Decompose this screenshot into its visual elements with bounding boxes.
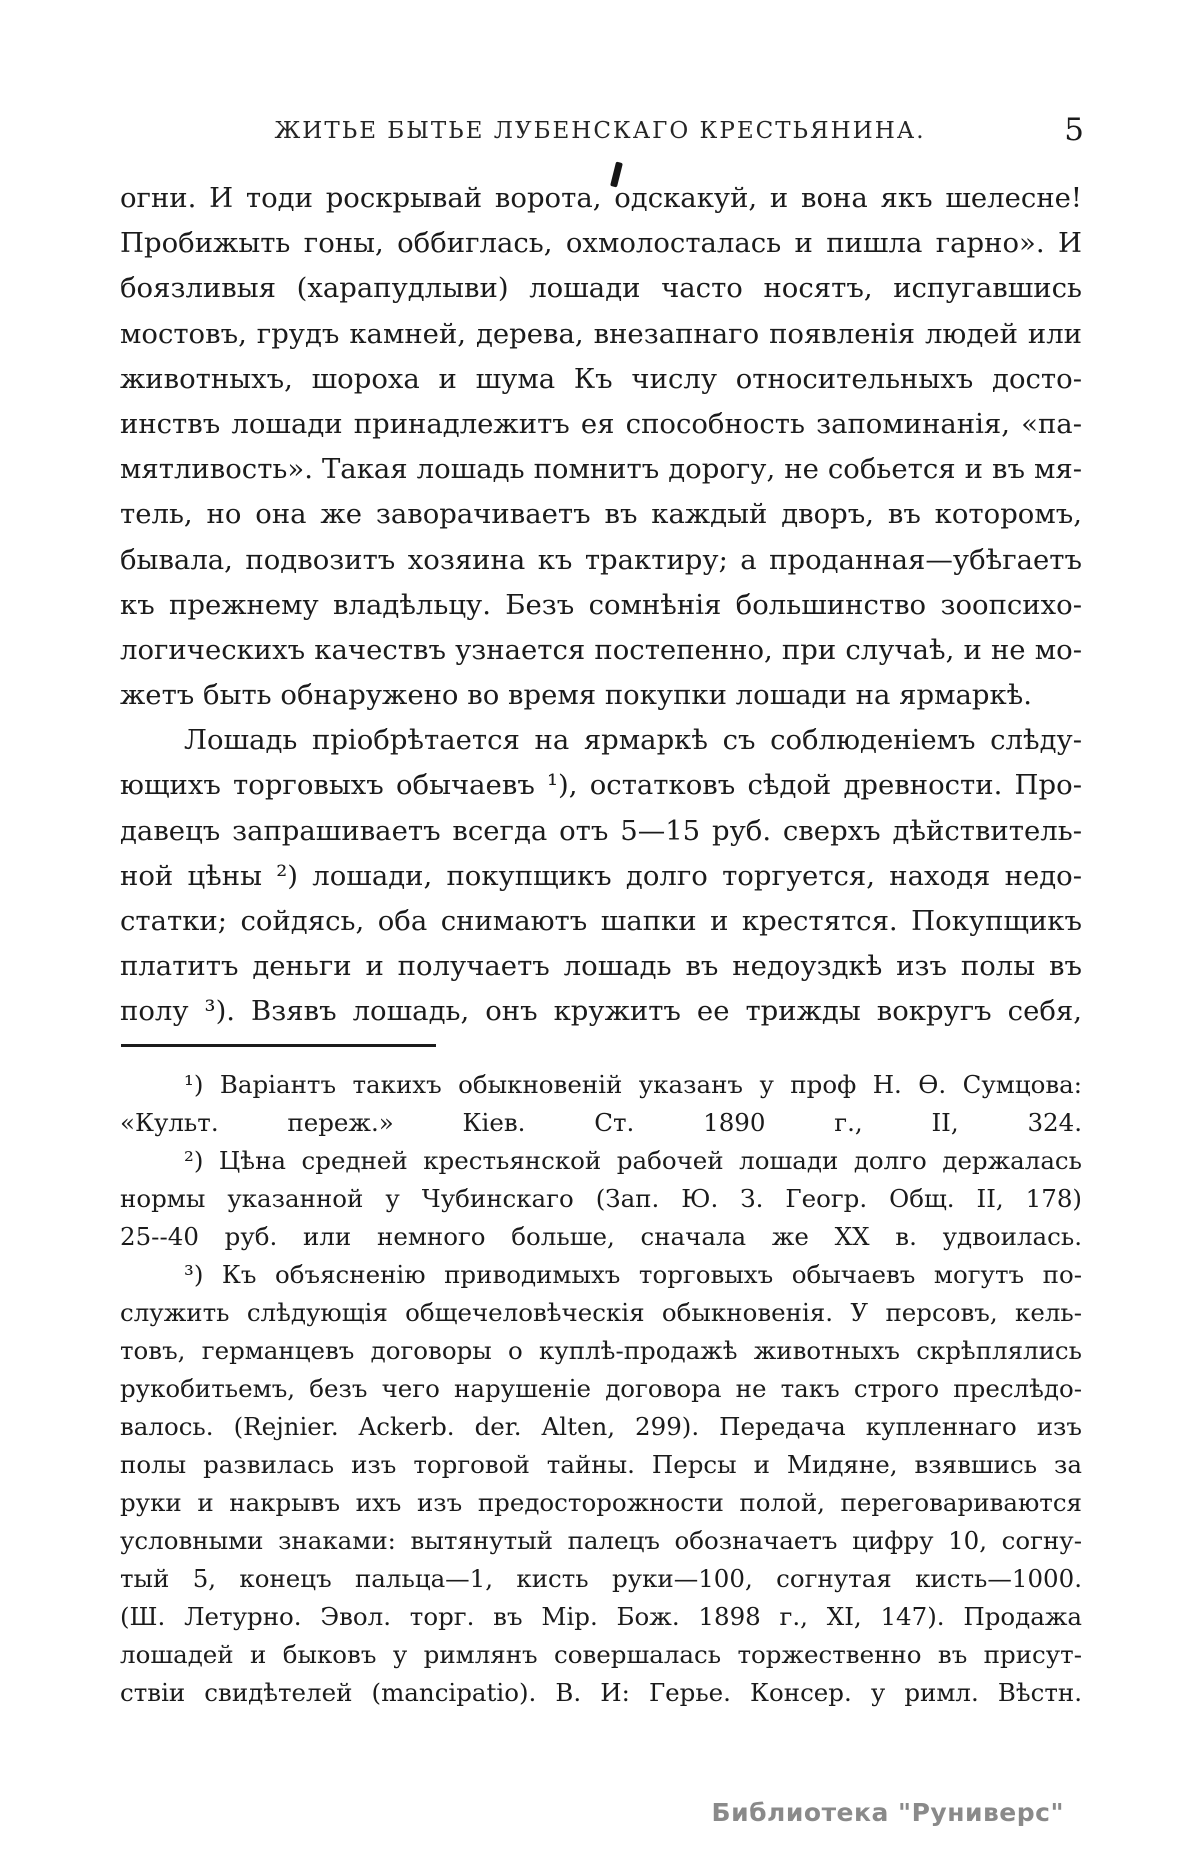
- body-line: ющихъ торговыхъ обычаевъ ¹), остатковъ сѣдой древности. Про-: [120, 769, 1082, 802]
- footnotes: [120, 1066, 1082, 1712]
- body-text: [120, 176, 1082, 1035]
- footnote-line: условными знаками: вытянутый палецъ обозначаетъ цифру 10, согну-: [120, 1526, 1082, 1555]
- footnote-line: ствіи свидѣтелей (mancipatio). В. И: Герье. Консер. у римл. Вѣстн.: [120, 1678, 1082, 1707]
- page-number: 5: [1064, 112, 1084, 148]
- body-line: бывала, подвозитъ хозяина къ трактиру; а проданная—убѣгаетъ: [120, 543, 1082, 576]
- footnote-line-1-start: ¹) Варіантъ такихъ обыкновеній указанъ у проф Н. Ѳ. Сумцова:: [184, 1070, 1082, 1099]
- body-line: платитъ деньги и получаетъ лошадь въ недоуздкѣ изъ полы въ: [120, 950, 1082, 983]
- footnote-line: полы развилась изъ торговой тайны. Персы и Мидяне, взявшись за: [120, 1450, 1082, 1479]
- body-line: къ прежнему владѣльцу. Безъ сомнѣнія большинство зоопсихо-: [120, 588, 1082, 621]
- body-line: огни. И тоди роскрывай ворота, одскакуй, и вона якъ шелесне!: [120, 182, 1082, 214]
- body-line: жетъ быть обнаружено во время покупки лошади на ярмаркѣ.: [120, 679, 1032, 712]
- body-line: боязливыя (харапудлыви) лошади часто носятъ, испугавшись: [120, 272, 1082, 305]
- footnote-separator-rule: [121, 1044, 436, 1047]
- footnote-line: лошадей и быковъ у римлянъ совершалась торжественно въ присут-: [120, 1640, 1082, 1669]
- body-line: логическихъ качествъ узнается постепенно, при случаѣ, и не мо-: [120, 633, 1082, 666]
- footnote-line-2-start: ²) Цѣна средней крестьянской рабочей лошади долго держалась: [184, 1146, 1082, 1175]
- running-head: [0, 112, 1200, 154]
- body-line-paragraph-start: Лошадь пріобрѣтается на ярмаркѣ съ соблюденіемъ слѣду-: [184, 724, 1082, 757]
- body-line: ной цѣны ²) лошади, покупщикъ долго торгуется, находя недо-: [120, 859, 1082, 892]
- footnote-line-3-start: ³) Къ объясненію приводимыхъ торговыхъ обычаевъ могутъ по-: [184, 1260, 1082, 1289]
- body-line: инствъ лошади принадлежитъ ея способность запоминанія, «па-: [120, 407, 1082, 440]
- body-line: тель, но она же заворачиваетъ въ каждый дворъ, въ которомъ,: [120, 498, 1082, 531]
- body-line: животныхъ, шороха и шума Къ числу относительныхъ досто-: [120, 362, 1082, 395]
- footnote-line: служить слѣдующія общечеловѣческія обыкновенія. У персовъ, кель-: [120, 1298, 1082, 1327]
- body-line: мятливость». Такая лошадь помнитъ дорогу, не собьется и въ мя-: [120, 453, 1082, 486]
- footnote-line: «Культ. переж.» Кіев. Ст. 1890 г., II, 324.: [120, 1108, 1082, 1137]
- footnote-line: 25--40 руб. или немного больше, сначала же XX в. удвоилась.: [120, 1222, 1082, 1251]
- body-line: статки; сойдясь, оба снимаютъ шапки и крестятся. Покупщикъ: [120, 905, 1082, 937]
- page-title: ЖИТЬЕ БЫТЬЕ ЛУБЕНСКАГО КРЕСТЬЯНИНА.: [274, 118, 926, 144]
- footnote-line: тый 5, конецъ пальца—1, кисть руки—100, согнутая кисть—1000.: [120, 1564, 1082, 1593]
- body-line: давецъ запрашиваетъ всегда отъ 5—15 руб. сверхъ дѣйствитель-: [120, 814, 1082, 847]
- footnote-line: рукобитьемъ, безъ чего нарушеніе договора не такъ строго преслѣдо-: [120, 1374, 1082, 1403]
- footnote-line: нормы указанной у Чубинскаго (Зап. Ю. З. Геогр. Общ. II, 178): [120, 1184, 1082, 1213]
- library-watermark: Библиотека "Руниверс": [711, 1798, 1064, 1827]
- footnote-line: руки и накрывъ ихъ изъ предосторожности полой, переговариваются: [120, 1488, 1082, 1517]
- footnote-line: валось. (Rejnier. Ackerb. der. Alten, 299). Передача купленнаго изъ: [120, 1412, 1082, 1441]
- body-line: полу ³). Взявъ лошадь, онъ кружитъ ее трижды вокругъ себя,: [120, 995, 1082, 1028]
- body-line: Пробижыть гоны, оббиглась, охмолосталась и пишла гарно». И: [120, 227, 1082, 260]
- footnote-line: товъ, германцевъ договоры о куплѣ-продажѣ животныхъ скрѣплялись: [120, 1336, 1082, 1365]
- footnote-line: (Ш. Летурно. Эвол. торг. въ Мір. Бож. 1898 г., XI, 147). Продажа: [120, 1602, 1082, 1631]
- body-line: мостовъ, грудъ камней, дерева, внезапнаго появленія людей или: [120, 317, 1082, 350]
